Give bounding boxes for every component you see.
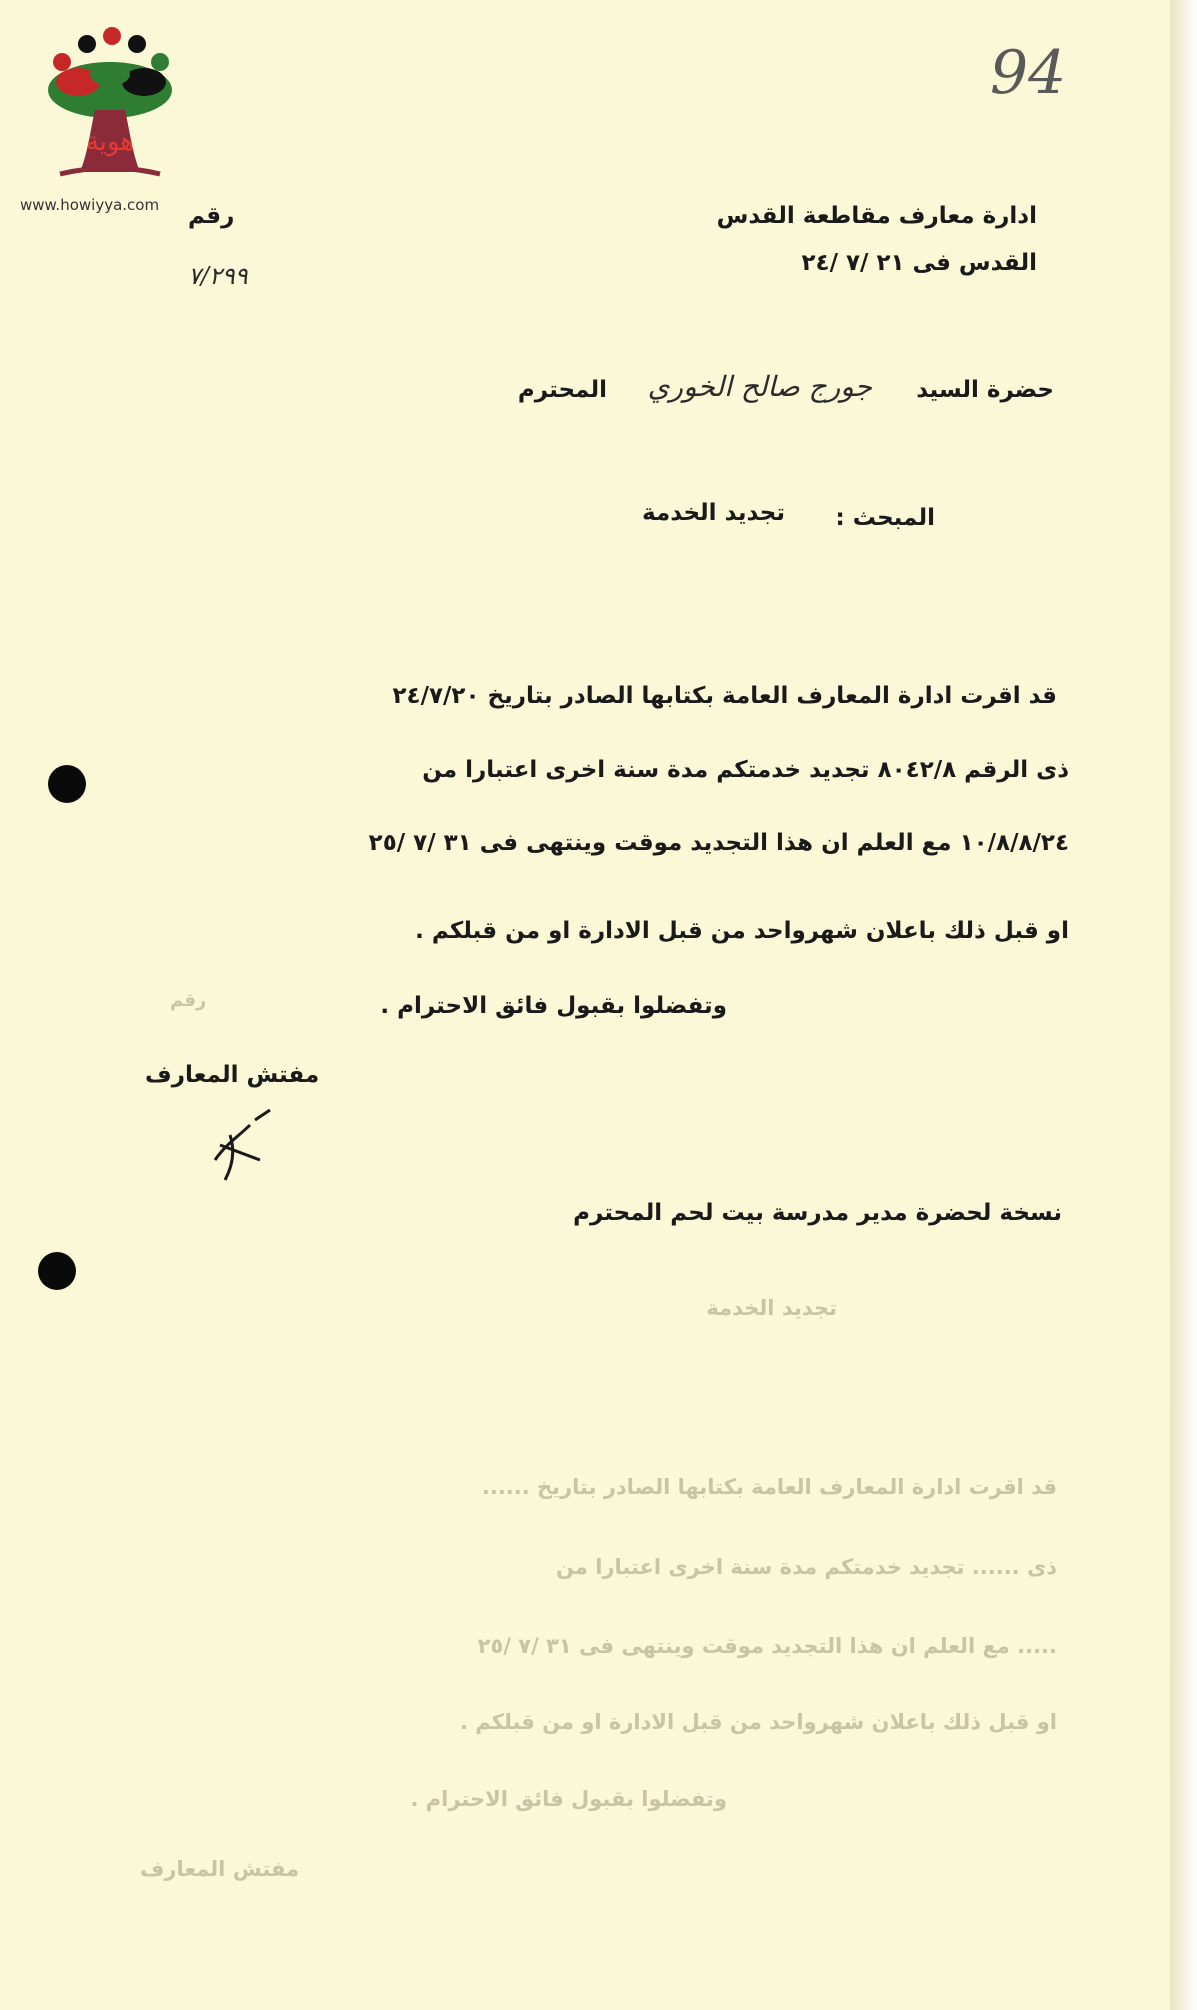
bleed-line-4: او قبل ذلك باعلان شهرواحد من قبل الادارة او من قبلكم . — [459, 1710, 1057, 1734]
place-date: القدس فى ٢١ /٧ /٢٤ — [801, 250, 1037, 276]
punch-hole-bottom — [38, 1252, 76, 1290]
recipient-name: جورج صالح الخوري — [647, 370, 872, 403]
recipient-salutation: حضرة السيد — [916, 377, 1054, 403]
body-line-3: ١٠/٨/٨/٢٤ مع العلم ان هذا التجديد موقت وينتهى فى ٣١ /٧ /٢٥ — [368, 830, 1069, 856]
bleed-line-5: وتفضلوا بقبول فائق الاحترام . — [410, 1787, 727, 1811]
bleed-signature-title: مفتش المعارف — [140, 1857, 300, 1881]
howiyya-logo — [40, 22, 180, 192]
ref-number: ٧/٢٩٩ — [188, 262, 248, 290]
body-line-2: ذى الرقم ٨٠٤٢/٨ تجديد خدمتكم مدة سنة اخرى اعتبارا من — [422, 757, 1069, 783]
bleed-ref-label: رقم — [170, 990, 207, 1011]
bleed-line-2: ذى ...... تجديد خدمتكم مدة سنة اخرى اعتبارا من — [556, 1555, 1057, 1579]
subject-text: تجديد الخدمة — [642, 500, 785, 526]
punch-hole-top — [48, 765, 86, 803]
signature-title: مفتش المعارف — [145, 1062, 320, 1088]
page-number: 94 — [990, 38, 1067, 108]
body-line-5: وتفضلوا بقبول فائق الاحترام . — [380, 993, 727, 1019]
bleed-line-1: قد اقرت ادارة المعارف العامة بكتابها الصادر بتاريخ ...... — [481, 1475, 1057, 1499]
copy-line: نسخة لحضرة مدير مدرسة بيت لحم المحترم — [573, 1200, 1062, 1226]
body-line-1: قد اقرت ادارة المعارف العامة بكتابها الصادر بتاريخ ٢٤/٧/٢٠ — [392, 683, 1057, 709]
recipient-honorific: المحترم — [517, 377, 607, 403]
body-line-4: او قبل ذلك باعلان شهرواحد من قبل الادارة او من قبلكم . — [415, 918, 1069, 944]
signature-mark — [195, 1105, 285, 1185]
subject-label: المبحث : — [835, 505, 935, 531]
logo-text: هوية — [85, 127, 135, 157]
bleed-line-3: ..... مع العلم ان هذا التجديد موقت وينتهى فى ٣١ /٧ /٢٥ — [477, 1634, 1057, 1658]
logo-url: www.howiyya.com — [20, 196, 160, 214]
bleed-subject: تجديد الخدمة — [706, 1296, 837, 1320]
ref-label: رقم — [188, 203, 235, 229]
department-name: ادارة معارف مقاطعة القدس — [716, 203, 1037, 229]
page-edge — [1170, 0, 1197, 2010]
